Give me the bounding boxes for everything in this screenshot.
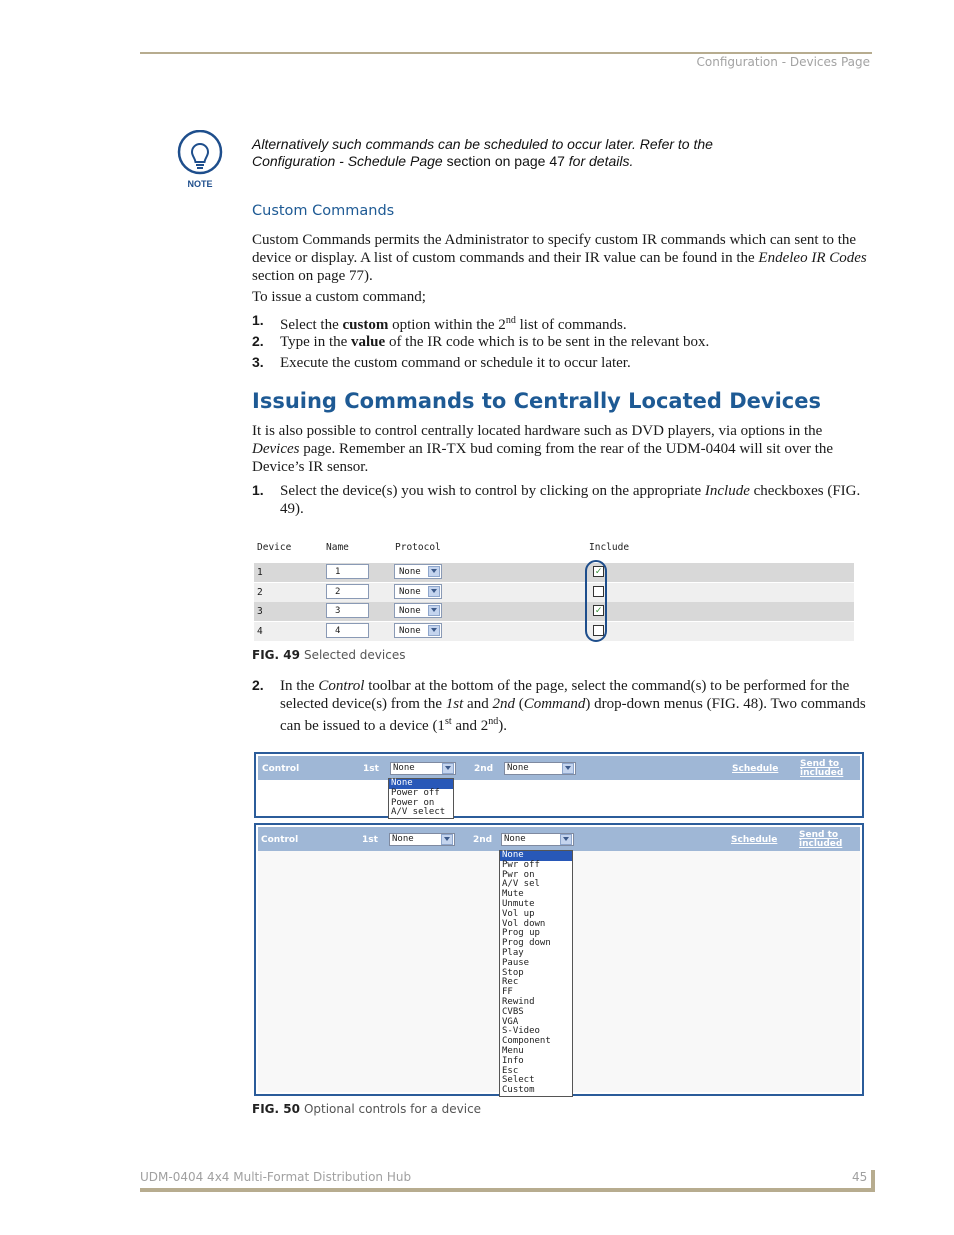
- chevron-down-icon: [428, 566, 440, 577]
- device-number: 1: [257, 567, 263, 578]
- col-include: Include: [589, 542, 630, 553]
- include-checkbox[interactable]: ✓: [593, 566, 604, 577]
- chevron-down-icon: [442, 763, 454, 774]
- command-option[interactable]: Prog down: [502, 938, 551, 949]
- fig50-control-panel-small: [254, 752, 864, 818]
- col-protocol: Protocol: [395, 542, 441, 553]
- include-highlight: [585, 560, 607, 642]
- header-rule: [140, 52, 872, 54]
- command-option[interactable]: A/V sel: [502, 879, 540, 890]
- lightbulb-icon: [176, 130, 224, 190]
- command-option[interactable]: Play: [502, 947, 524, 958]
- custom-commands-paragraph: Custom Commands permits the Administrator to specify custom IR commands which can sent to the device or display. A list of custom commands and their IR value can be found in the Endeleo IR Codes section on page 77).: [252, 232, 867, 284]
- include-checkbox[interactable]: ✓: [593, 605, 604, 616]
- device-number: 4: [257, 626, 263, 638]
- control-toolbar: [258, 827, 860, 851]
- chevron-down-icon: [428, 586, 440, 597]
- command-option[interactable]: Unmute: [502, 898, 535, 909]
- custom-step-3: 3. Execute the custom command or schedule it to occur later.: [252, 354, 631, 371]
- table-row: [254, 602, 854, 621]
- command-option[interactable]: None: [500, 851, 572, 861]
- schedule-link[interactable]: Schedule: [731, 835, 778, 845]
- command-option[interactable]: Menu: [502, 1045, 524, 1056]
- chevron-down-icon: [562, 763, 574, 774]
- custom-step-1: 1. Select the custom option within the 2nd list of commands.: [252, 312, 627, 333]
- col-device: Device: [257, 542, 292, 553]
- device-number: 3: [257, 606, 263, 618]
- note-text: Alternatively such commands can be scheduled to occur later. Refer to the Configuration - Schedule Page section on page 47 for details.: [252, 136, 713, 169]
- fig49-device-table: [254, 538, 854, 642]
- protocol-select[interactable]: None: [394, 623, 442, 638]
- issuing-step-2: 2. In the Control toolbar at the bottom of the page, select the command(s) to be performed for the selected device(s) from the 1st and 2nd (Command) drop-down menus (FIG. 48). Two commands can be issued to a device (1st and 2nd).: [252, 677, 866, 734]
- control-label: Control: [261, 835, 299, 845]
- command-option[interactable]: Custom: [502, 1085, 535, 1096]
- second-label: 2nd: [473, 835, 493, 845]
- first-command-options[interactable]: [388, 778, 454, 819]
- footer-rule: [140, 1188, 874, 1192]
- chevron-down-icon: [428, 605, 440, 616]
- command-option[interactable]: Pwr off: [502, 859, 540, 870]
- command-option[interactable]: Esc: [502, 1065, 519, 1076]
- second-label: 2nd: [474, 764, 494, 774]
- first-label: 1st: [363, 764, 379, 774]
- command-option[interactable]: Rewind: [502, 996, 535, 1007]
- device-name-input[interactable]: 2: [326, 584, 369, 599]
- custom-commands-intro: To issue a custom command;: [252, 289, 426, 305]
- device-number: 2: [257, 586, 263, 598]
- second-command-options[interactable]: [499, 850, 573, 1097]
- command-option[interactable]: VGA: [502, 1016, 519, 1027]
- chevron-down-icon: [560, 834, 572, 845]
- control-toolbar: [258, 756, 860, 780]
- first-command-select[interactable]: None: [390, 762, 456, 775]
- command-option[interactable]: None: [389, 779, 453, 789]
- command-option[interactable]: Power on: [391, 797, 435, 808]
- device-name-input[interactable]: 3: [326, 603, 369, 618]
- protocol-select[interactable]: None: [394, 584, 442, 599]
- command-option[interactable]: Stop: [502, 967, 524, 978]
- command-option[interactable]: Vol up: [502, 908, 535, 919]
- command-option[interactable]: Power off: [391, 787, 440, 798]
- fig49-caption: FIG. 49 Selected devices: [252, 648, 406, 662]
- command-option[interactable]: Rec: [502, 977, 519, 988]
- issuing-step-1: 1. Select the device(s) you wish to control by clicking on the appropriate Include checkboxes (FIG. 49).: [252, 482, 861, 517]
- custom-step-2: 2. Type in the value of the IR code which is to be sent in the relevant box.: [252, 333, 710, 350]
- chevron-down-icon: [428, 625, 440, 636]
- second-command-select[interactable]: None: [501, 833, 574, 846]
- command-option[interactable]: Pause: [502, 957, 530, 968]
- command-option[interactable]: Pwr on: [502, 869, 535, 880]
- footer-tick: [871, 1170, 875, 1192]
- chevron-down-icon: [441, 834, 453, 845]
- fig50-caption: FIG. 50 Optional controls for a device: [252, 1102, 482, 1116]
- command-option[interactable]: Mute: [502, 889, 524, 900]
- send-to-included-link[interactable]: Send to included: [799, 830, 843, 849]
- command-option[interactable]: Vol down: [502, 918, 546, 929]
- fig50-control-panel-expanded: [254, 823, 864, 1096]
- send-to-included-link[interactable]: Send to included: [800, 759, 844, 778]
- command-option[interactable]: Prog up: [502, 928, 540, 939]
- issuing-commands-heading: Issuing Commands to Centrally Located Devices: [252, 389, 821, 413]
- second-command-select[interactable]: None: [504, 762, 576, 775]
- command-option[interactable]: FF: [502, 987, 513, 998]
- note-icon-label: NOTE: [187, 179, 213, 189]
- first-label: 1st: [362, 835, 378, 845]
- col-name: Name: [326, 542, 349, 553]
- control-label: Control: [262, 764, 300, 774]
- command-option[interactable]: Component: [502, 1036, 551, 1047]
- command-option[interactable]: S-Video: [502, 1026, 540, 1037]
- command-option[interactable]: Info: [502, 1055, 524, 1066]
- table-row: [254, 583, 854, 602]
- table-row: [254, 622, 854, 641]
- protocol-select[interactable]: None: [394, 603, 442, 618]
- page-number: 45: [852, 1170, 868, 1184]
- device-name-input[interactable]: 1: [326, 564, 369, 579]
- first-command-select[interactable]: None: [389, 833, 455, 846]
- issuing-paragraph: It is also possible to control centrally located hardware such as DVD players, via options in the Devices page. Remember an IR-TX bud coming from the rear of the UDM-0404 will sit over the Device’s IR sensor.: [252, 423, 834, 475]
- table-row: [254, 563, 854, 582]
- footer-title: UDM-0404 4x4 Multi-Format Distribution Hub: [140, 1170, 412, 1184]
- device-name-input[interactable]: 4: [326, 623, 369, 638]
- header-section: Configuration - Devices Page: [696, 55, 870, 69]
- protocol-select[interactable]: None: [394, 564, 442, 579]
- custom-commands-heading: Custom Commands: [252, 203, 395, 219]
- schedule-link[interactable]: Schedule: [732, 764, 779, 774]
- command-option[interactable]: A/V select: [391, 807, 446, 818]
- fig49-header-row: [254, 538, 854, 560]
- command-option[interactable]: CVBS: [502, 1006, 524, 1017]
- command-option[interactable]: Select: [502, 1075, 535, 1086]
